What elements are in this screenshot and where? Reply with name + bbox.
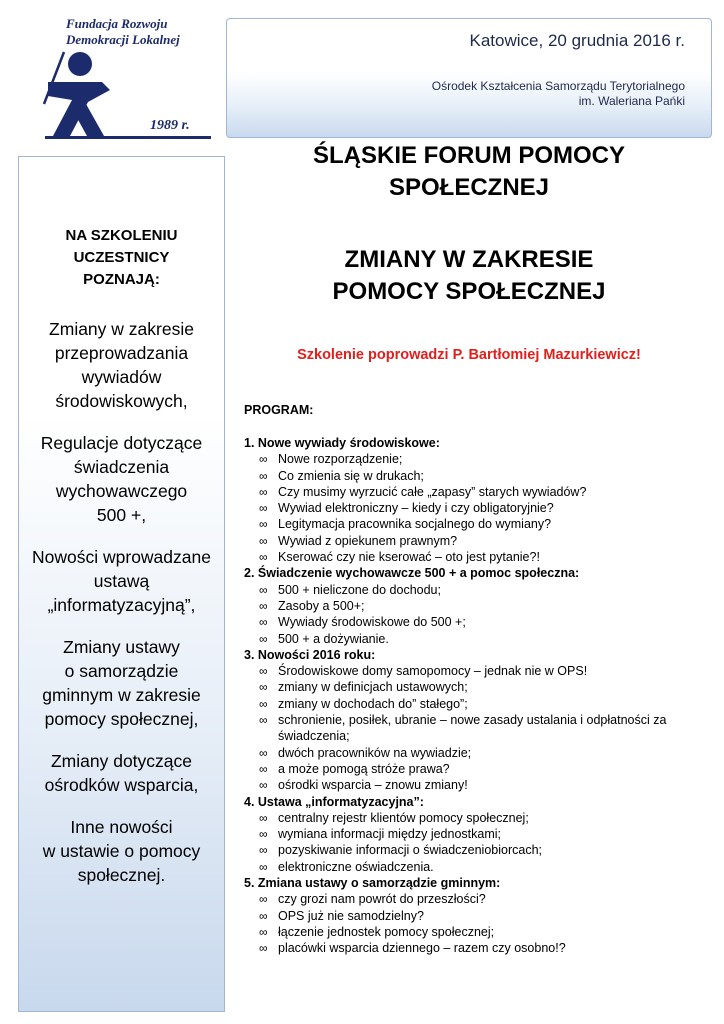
program-item-text: Środowiskowe domy samopomocy – jednak nie w OPS!	[278, 664, 588, 679]
program-item-text: czy grozi nam powrót do przeszłości?	[278, 892, 486, 907]
infinity-bullet-icon: ∞	[259, 582, 268, 597]
logo-underline	[45, 136, 211, 139]
infinity-bullet-icon: ∞	[259, 810, 268, 825]
sidebar-items	[19, 317, 224, 905]
program-section-title: 1. Nowe wywiady środowiskowe:	[244, 436, 440, 450]
program-item-text: centralny rejestr klientów pomocy społecznej;	[278, 810, 529, 825]
sidebar-topic-line: o samorządzie	[64, 661, 179, 681]
program-item	[244, 598, 704, 614]
sidebar-topic-line: 500 +,	[96, 505, 147, 525]
program-item	[244, 500, 704, 516]
sidebar-topic	[19, 317, 224, 413]
program-item	[244, 451, 704, 467]
sidebar-topic-line: świadczenia	[73, 457, 170, 477]
sidebar-topic-line: ośrodków wsparcia,	[44, 775, 199, 795]
infinity-bullet-icon: ∞	[259, 533, 268, 548]
program-section	[244, 794, 704, 875]
program-item-text: OPS już nie samodzielny?	[278, 908, 424, 923]
sidebar-topic-line: społecznej.	[77, 865, 166, 885]
infinity-bullet-icon: ∞	[259, 941, 268, 956]
sidebar-topic-line: Regulacje dotyczące	[40, 433, 203, 453]
sidebar-topic-line: w ustawie o pomocy	[42, 841, 201, 861]
program-item-text: Zasoby a 500+;	[278, 598, 365, 613]
program-item	[244, 631, 704, 647]
sidebar-topic-line: wywiadów	[81, 367, 162, 387]
program-item-list	[244, 582, 704, 647]
program-item-text: Kserować czy nie kserować – oto jest pytanie?!	[278, 550, 540, 565]
program-item-text: dwóch pracowników na wywiadzie;	[278, 745, 472, 760]
program-section	[244, 875, 704, 956]
foundation-logo	[40, 14, 212, 140]
sidebar-topic-line: Nowości wprowadzane	[32, 547, 211, 567]
sidebar-topic	[19, 749, 224, 797]
program-item	[244, 826, 704, 842]
program-item-list	[244, 663, 704, 793]
infinity-bullet-icon: ∞	[259, 550, 268, 565]
forum-title	[236, 140, 702, 204]
program-item-text: Legitymacja pracownika socjalnego do wymiany?	[278, 517, 552, 532]
program-item	[244, 516, 704, 532]
header-box	[226, 18, 712, 138]
sidebar-topic-line: Zmiany dotyczące	[50, 751, 193, 771]
program-label: PROGRAM:	[244, 403, 314, 417]
infinity-bullet-icon: ∞	[259, 517, 268, 532]
infinity-bullet-icon: ∞	[259, 843, 268, 858]
program-item	[244, 468, 704, 484]
place-date: Katowice, 20 grudnia 2016 r.	[469, 31, 685, 50]
infinity-bullet-icon: ∞	[259, 924, 268, 939]
infinity-bullet-icon: ∞	[259, 615, 268, 630]
program-item-text: Wywiad z opiekunem prawnym?	[278, 533, 458, 548]
logo-org-line-2: Demokracji Lokalnej	[66, 32, 180, 47]
infinity-bullet-icon: ∞	[259, 484, 268, 499]
program-item-list	[244, 451, 704, 565]
infinity-bullet-icon: ∞	[259, 778, 268, 793]
logo-org-line-1: Fundacja Rozwoju	[66, 16, 168, 31]
infinity-bullet-icon: ∞	[259, 680, 268, 695]
infinity-bullet-icon: ∞	[259, 827, 268, 842]
program-item	[244, 940, 704, 956]
program-item	[244, 859, 704, 875]
infinity-bullet-icon: ∞	[259, 501, 268, 516]
program-item-text: 500 + nieliczone do dochodu;	[278, 582, 441, 597]
sidebar-topic-line: „informatyzacyjną”,	[47, 595, 196, 615]
program-item-text: pozyskiwanie informacji o świadczeniobiorcach;	[278, 843, 543, 858]
sidebar-topic-line: środowiskowych,	[55, 391, 188, 411]
infinity-bullet-icon: ∞	[259, 664, 268, 679]
program-item	[244, 924, 704, 940]
program-item	[244, 777, 704, 793]
program-item-text: wymiana informacji między jednostkami;	[278, 827, 501, 842]
infinity-bullet-icon: ∞	[259, 892, 268, 907]
sidebar-topic-line: Zmiany ustawy	[63, 637, 180, 657]
program-item-text: ośrodki wsparcia – znowu zmiany!	[278, 778, 468, 793]
sidebar-topic-line: ustawą	[93, 571, 150, 591]
program-item-text: 500 + a dożywianie.	[278, 631, 389, 646]
program-section	[244, 565, 704, 646]
program-item-text: Czy musimy wyrzucić całe „zapasy” starych wywiadów?	[278, 484, 587, 499]
program-item-text: schronienie, posiłek, ubranie – nowe zasady ustalania i odpłatności za świadczenia;	[278, 713, 667, 744]
sidebar-topic-line: pomocy społecznej,	[44, 709, 199, 729]
program	[244, 402, 704, 957]
program-item	[244, 484, 704, 500]
program-item	[244, 745, 704, 761]
training-title-line: ZMIANY W ZAKRESIE	[344, 246, 594, 273]
program-item-text: zmiany w definicjach ustawowych;	[278, 680, 468, 695]
program-item	[244, 614, 704, 630]
program-section	[244, 647, 704, 794]
program-item-text: Wywiad elektroniczny – kiedy i czy obligatoryjnie?	[278, 501, 554, 516]
program-section-title: 5. Zmiana ustawy o samorządzie gminnym:	[244, 876, 501, 891]
program-item	[244, 679, 704, 695]
sidebar-heading-line: POZNAJĄ:	[83, 271, 160, 288]
program-item-text: łączenie jednostek pomocy społecznej;	[278, 924, 495, 939]
infinity-bullet-icon: ∞	[259, 468, 268, 483]
program-section-title: 4. Ustawa „informatyzacyjna”:	[244, 794, 424, 809]
sidebar-heading	[19, 225, 224, 291]
program-item	[244, 533, 704, 549]
sidebar-topic	[19, 815, 224, 887]
program-item	[244, 761, 704, 777]
program-item-text: Co zmienia się w drukach;	[278, 468, 424, 483]
logo-year: 1989 r.	[150, 118, 190, 133]
sidebar-topic-line: wychowawczego	[55, 481, 188, 501]
sidebar-topic-line: Inne nowości	[70, 817, 173, 837]
training-title	[236, 244, 702, 308]
program-item-list	[244, 891, 704, 956]
sidebar-topic	[19, 431, 224, 527]
program-item	[244, 696, 704, 712]
trainer-line: Szkolenie poprowadzi P. Bartłomiej Mazurkiewicz!	[297, 347, 641, 363]
sidebar-heading-line: NA SZKOLENIU	[65, 227, 178, 244]
figure-logo-icon	[40, 44, 140, 138]
sidebar-topic-line: przeprowadzania	[54, 343, 189, 363]
sidebar-topic	[19, 635, 224, 731]
sidebar-topic-line: Zmiany w zakresie	[49, 319, 194, 339]
program-section	[244, 435, 704, 565]
program-section-title: 3. Nowości 2016 roku:	[244, 647, 376, 662]
infinity-bullet-icon: ∞	[259, 631, 268, 646]
infinity-bullet-icon: ∞	[259, 908, 268, 923]
sidebar-box	[18, 156, 225, 1012]
program-item	[244, 712, 704, 745]
program-item	[244, 908, 704, 924]
sidebar-topic-line: gminnym w zakresie	[42, 685, 201, 705]
program-item-text: a może pomogą stróże prawa?	[278, 761, 450, 776]
address-line-2: im. Waleriana Pańki	[578, 94, 685, 108]
program-item-text: Wywiady środowiskowe do 500 +;	[278, 615, 466, 630]
infinity-bullet-icon: ∞	[259, 859, 268, 874]
forum-title-line: SPOŁECZNEJ	[388, 174, 550, 201]
program-item-list	[244, 810, 704, 875]
infinity-bullet-icon: ∞	[259, 713, 268, 728]
program-sections	[244, 435, 704, 957]
infinity-bullet-icon: ∞	[259, 598, 268, 613]
forum-title-line: ŚLĄSKIE FORUM POMOCY	[312, 142, 625, 169]
infinity-bullet-icon: ∞	[259, 761, 268, 776]
program-item	[244, 549, 704, 565]
program-item	[244, 842, 704, 858]
address-line-1: Ośrodek Kształcenia Samorządu Terytorialnego	[431, 79, 685, 93]
program-item-text: zmiany w dochodach do” stałego”;	[278, 696, 468, 711]
organizer-address	[432, 79, 685, 109]
sidebar-heading-line: UCZESTNICY	[73, 249, 170, 266]
program-item-text: elektroniczne oświadczenia.	[278, 859, 434, 874]
infinity-bullet-icon: ∞	[259, 452, 268, 467]
sidebar-topic	[19, 545, 224, 617]
program-item	[244, 810, 704, 826]
program-item	[244, 582, 704, 598]
program-section-title: 2. Świadczenie wychowawcze 500 + a pomoc społeczna:	[244, 566, 580, 581]
training-title-line: POMOCY SPOŁECZNEJ	[332, 278, 606, 305]
program-item	[244, 891, 704, 907]
program-item	[244, 663, 704, 679]
infinity-bullet-icon: ∞	[259, 696, 268, 711]
infinity-bullet-icon: ∞	[259, 745, 268, 760]
program-item-text: placówki wsparcia dziennego – razem czy osobno!?	[278, 941, 566, 956]
program-item-text: Nowe rozporządzenie;	[278, 452, 403, 467]
